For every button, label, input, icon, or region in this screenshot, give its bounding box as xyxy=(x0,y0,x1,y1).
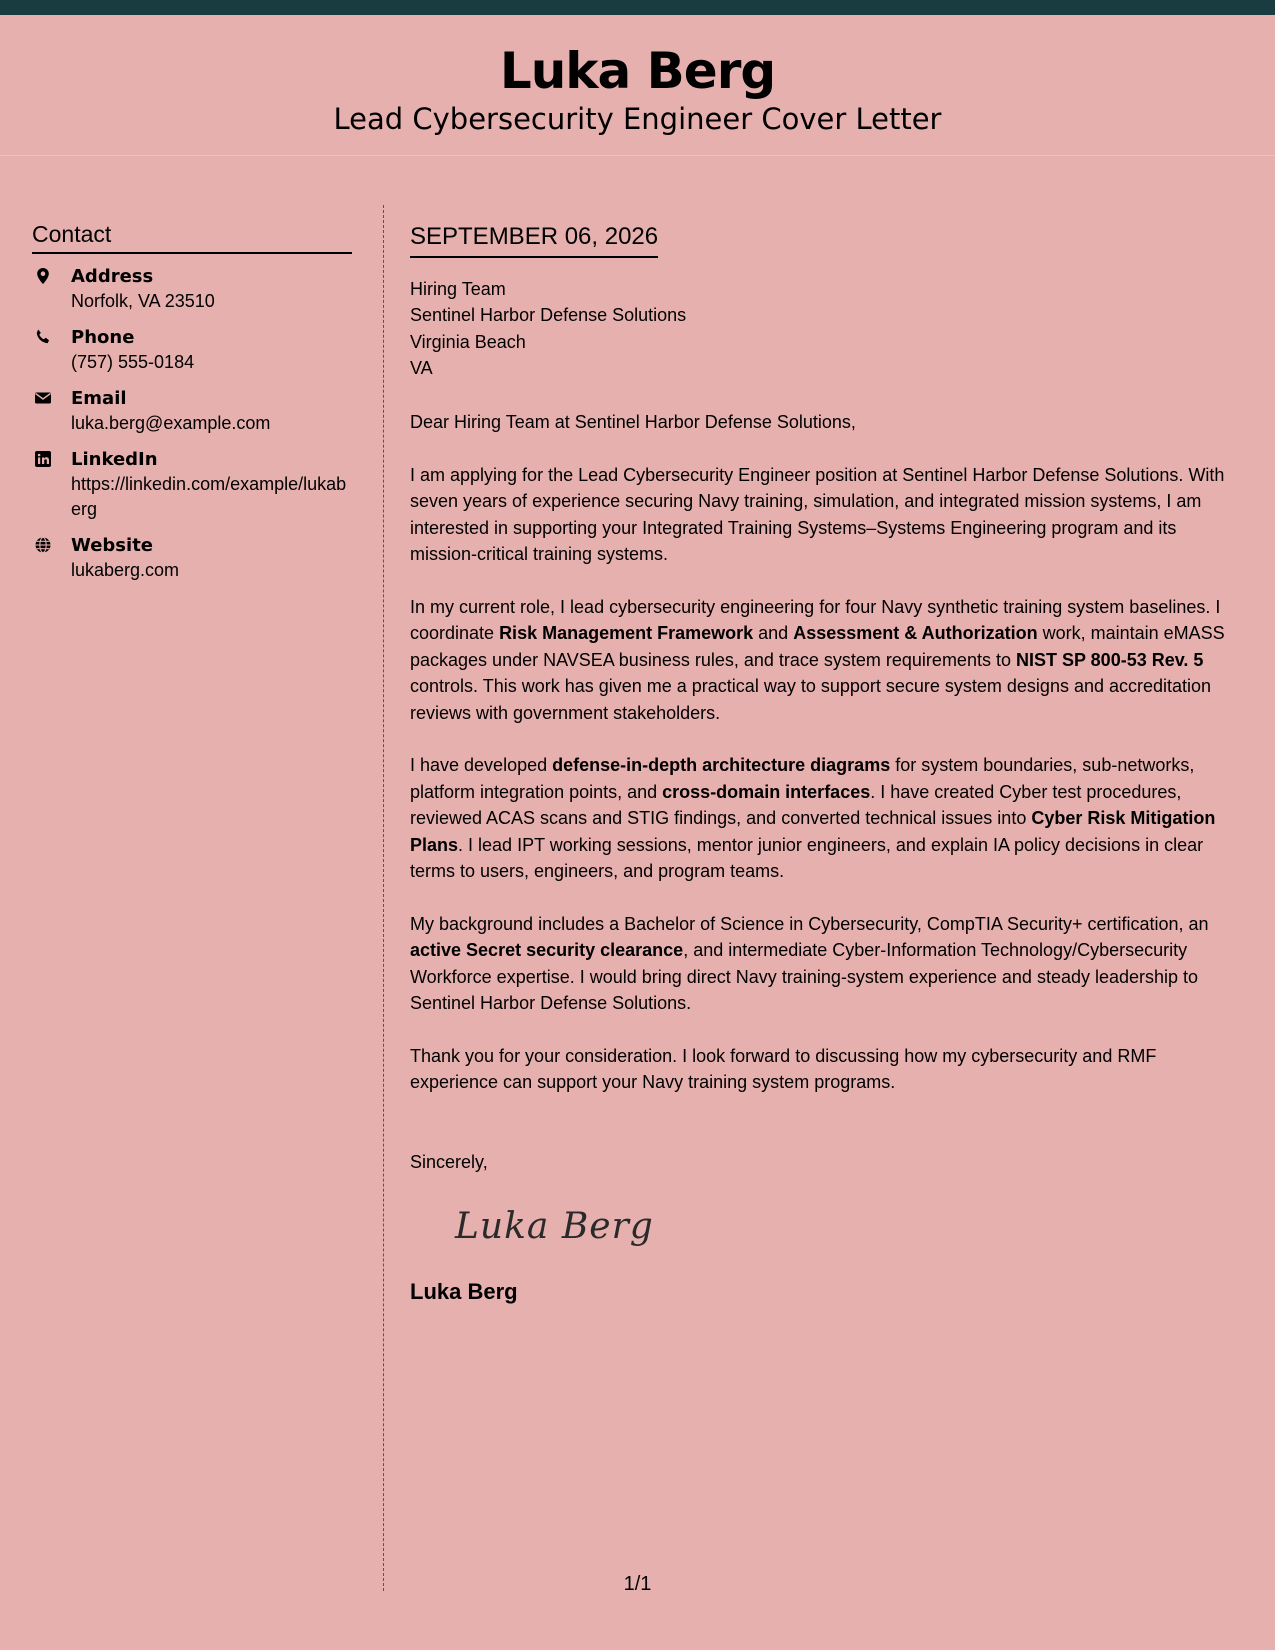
body-text: for system boundaries, sub-networks, platform integration points, and xyxy=(410,755,1195,802)
globe-icon xyxy=(34,536,52,554)
body-text: work, maintain eMASS packages under NAVSEA business rules, and trace system requirements to xyxy=(410,623,1225,670)
signer-name: Luka Berg xyxy=(410,1279,518,1305)
contact-value[interactable]: luka.berg@example.com xyxy=(71,413,271,433)
page-header xyxy=(0,15,1275,156)
envelope-icon xyxy=(34,389,52,407)
contact-sidebar xyxy=(32,218,352,594)
body-text: . I have created Cyber test procedures, reviewed ACAS scans and STIG findings, and converted technical issues into xyxy=(410,781,1182,829)
contact-label: Website xyxy=(71,535,154,556)
signature: Luka Berg xyxy=(455,1206,654,1248)
body-text: In my current role, I lead cybersecurity engineering for four Navy synthetic training system baselines. I coordinate xyxy=(410,596,1221,644)
body-text: Thank you for your consideration. I look forward to discussing how my cybersecurity and RMF experience can support your Navy training system programs. xyxy=(410,1045,1157,1093)
recipient-line: Sentinel Harbor Defense Solutions xyxy=(410,305,687,326)
document-subtitle: Lead Cybersecurity Engineer Cover Letter xyxy=(333,102,942,136)
contact-item-website xyxy=(32,533,352,583)
closing: Sincerely, xyxy=(410,1151,488,1172)
body-text: and xyxy=(753,623,794,644)
letter-paragraph xyxy=(410,752,1245,885)
body-text: controls. This work has given me a practical way to support secure system designs and accreditation reviews with government stakeholders. xyxy=(410,676,1212,723)
contact-label: LinkedIn xyxy=(71,449,158,470)
page-number: 1/1 xyxy=(623,1573,652,1595)
body-text: I have developed xyxy=(410,755,553,776)
contact-item-phone xyxy=(32,325,352,375)
emphasis-text: active Secret security clearance xyxy=(410,940,684,961)
recipient-line: Virginia Beach xyxy=(410,331,526,352)
salutation: Dear Hiring Team at Sentinel Harbor Defense Solutions, xyxy=(410,412,856,433)
body-text: I am applying for the Lead Cybersecurity Engineer position at Sentinel Harbor Defense Solutions. With seven years of experience securing Navy training, simulation, and integrated mission systems, I am interested in supporting your Integrated Training Systems–Systems Engineering program and its mission-critical training systems. xyxy=(410,464,1225,565)
applicant-name: Luka Berg xyxy=(499,42,776,100)
contact-label: Email xyxy=(71,388,127,409)
body-text: My background includes a Bachelor of Science in Cybersecurity, CompTIA Security+ certification, an xyxy=(410,913,1209,934)
top-accent-bar xyxy=(0,0,1275,15)
body-text: , and intermediate Cyber-Information Technology/Cybersecurity Workforce expertise. I would bring direct Navy training-system experience and steady leadership to Sentinel Harbor Defense Solutions. xyxy=(410,940,1199,1014)
emphasis-text: Cyber Risk Mitigation Plans xyxy=(410,808,1216,855)
letter-date: SEPTEMBER 06, 2026 xyxy=(410,220,658,258)
linkedin-icon xyxy=(34,450,52,468)
emphasis-text: Risk Management Framework xyxy=(499,623,754,644)
recipient-line: Hiring Team xyxy=(410,279,506,299)
contact-item-email xyxy=(32,386,352,436)
column-divider xyxy=(383,205,384,1591)
emphasis-text: cross-domain interfaces xyxy=(662,781,871,802)
letter-paragraph xyxy=(410,462,1245,568)
contact-item-linkedin xyxy=(32,447,352,522)
emphasis-text: NIST SP 800-53 Rev. 5 xyxy=(1015,649,1204,670)
recipient-line: VA xyxy=(410,357,433,378)
letter-paragraph xyxy=(410,911,1245,1017)
map-pin-icon xyxy=(34,267,52,285)
contact-item-address xyxy=(32,264,352,314)
letter-body xyxy=(410,220,1245,1307)
letter-paragraphs xyxy=(410,462,1245,1096)
contact-heading: Contact xyxy=(32,218,352,254)
contact-value[interactable]: lukaberg.com xyxy=(71,560,180,580)
contact-value[interactable]: https://linkedin.com/example/lukaberg xyxy=(71,474,347,519)
phone-icon xyxy=(34,328,52,346)
contact-label: Phone xyxy=(71,327,135,348)
emphasis-text: defense-in-depth architecture diagrams xyxy=(552,755,891,776)
emphasis-text: Assessment & Authorization xyxy=(793,623,1038,644)
contact-label: Address xyxy=(71,266,154,287)
body-text: . I lead IPT working sessions, mentor junior engineers, and explain IA policy decisions in clear terms to users, engineers, and program teams. xyxy=(410,834,1204,882)
contact-value: (757) 555-0184 xyxy=(71,352,195,372)
letter-paragraph xyxy=(410,594,1245,727)
contact-value: Norfolk, VA 23510 xyxy=(71,291,215,311)
recipient-block xyxy=(410,276,1245,381)
letter-paragraph xyxy=(410,1043,1245,1096)
